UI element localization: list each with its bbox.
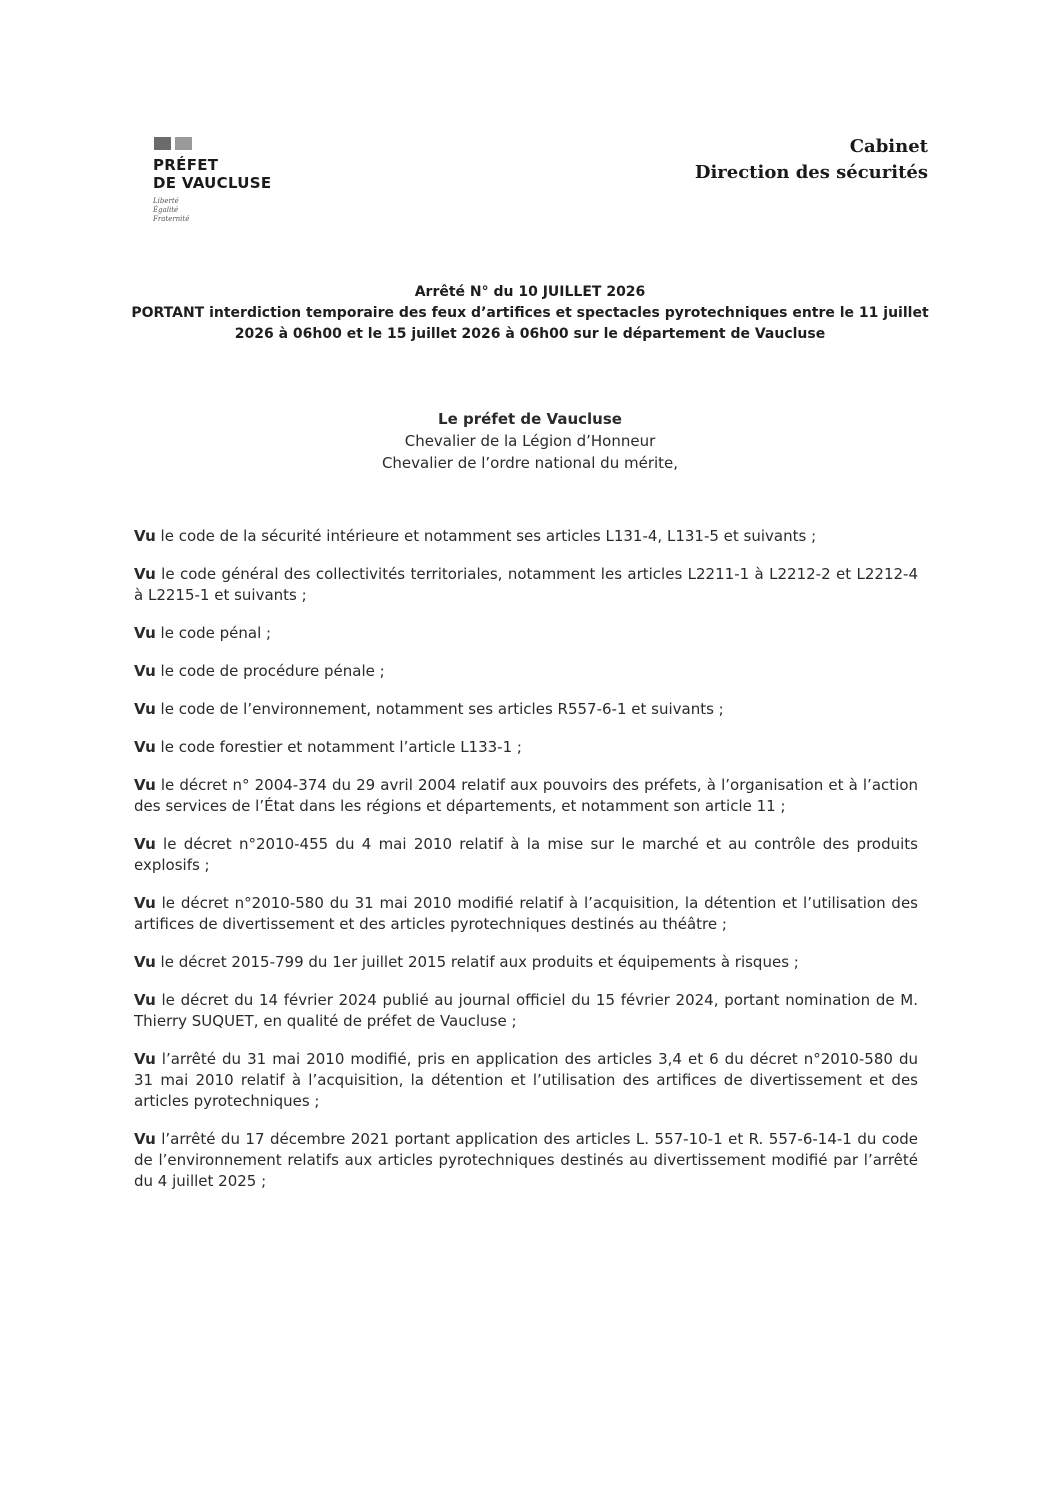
visa-text: le code de procédure pénale ;	[155, 662, 385, 680]
visa-keyword: Vu	[134, 953, 156, 971]
visa-keyword: Vu	[134, 738, 156, 756]
visa-item	[134, 623, 918, 644]
visa-text: le décret du 14 février 2024 publié au journal officiel du 15 février 2024, portant nomination de M. Thierry SUQUET, en qualité de préfet de Vaucluse ;	[134, 991, 918, 1030]
visa-keyword: Vu	[134, 1130, 156, 1148]
visa-item	[134, 990, 918, 1032]
visa-keyword: Vu	[134, 776, 156, 794]
authority-distinction-legion: Chevalier de la Légion d’Honneur	[404, 432, 656, 450]
visa-text: le décret n°2010-455 du 4 mai 2010 relatif à la mise sur le marché et au contrôle des produits explosifs ;	[134, 835, 918, 874]
visa-keyword: Vu	[134, 835, 156, 853]
visa-text: le code général des collectivités territoriales, notamment les articles L2211-1 à L2212-2 et L2212-4 à L2215-1 et suivants ;	[134, 565, 918, 604]
visa-item	[134, 952, 918, 973]
visa-text: le décret n° 2004-374 du 29 avril 2004 relatif aux pouvoirs des préfets, à l’organisation et à l’action des services de l’État dans les régions et départements, et notamment son article 11 ;	[134, 776, 918, 815]
visa-text: l’arrêté du 17 décembre 2021 portant application des articles L. 557-10-1 et R. 557-6-14-1 du code de l’environnement relatifs aux articles pyrotechniques destinés au divertissement modifié par l’arrêté du 4 juillet 2025 ;	[134, 1130, 918, 1190]
authority-name: Le préfet de Vaucluse	[438, 410, 622, 428]
republic-motto	[153, 197, 293, 224]
logo-line-prefet: PRÉFET	[153, 156, 219, 174]
decree-subject: PORTANT interdiction temporaire des feux d’artifices et spectacles pyrotechniques entre le 11 juillet 2026 à 06h00 et le 15 juillet 2026 à 06h00 sur le département de Vaucluse	[131, 305, 929, 342]
decree-number-date: Arrêté N° du 10 JUILLET 2026	[414, 284, 646, 300]
decree-title	[130, 282, 930, 345]
visa-keyword: Vu	[134, 1050, 156, 1068]
issuing-service	[695, 134, 928, 186]
visa-item	[134, 1049, 918, 1112]
service-direction: Direction des sécurités	[694, 162, 928, 183]
visa-keyword: Vu	[134, 624, 156, 642]
prefecture-logo	[153, 137, 293, 224]
visa-keyword: Vu	[134, 700, 156, 718]
visa-keyword: Vu	[134, 527, 156, 545]
visa-item	[134, 1129, 918, 1192]
visa-text: le décret 2015-799 du 1er juillet 2015 relatif aux produits et équipements à risques ;	[155, 953, 799, 971]
visa-text: le décret n°2010-580 du 31 mai 2010 modifié relatif à l’acquisition, la détention et l’utilisation des artifices de divertissement et des articles pyrotechniques destinés au théâtre ;	[134, 894, 918, 933]
marianne-flag-icon	[154, 137, 293, 150]
visa-text: l’arrêté du 31 mai 2010 modifié, pris en application des articles 3,4 et 6 du décret n°2010-580 du 31 mai 2010 relatif à l’acquisition, la détention et l’utilisation des artifices de divertissement et des articles pyrotechniques ;	[134, 1050, 918, 1110]
visa-item	[134, 526, 918, 547]
authority-distinction-merite: Chevalier de l’ordre national du mérite,	[381, 454, 679, 472]
visa-item	[134, 737, 918, 758]
visa-item	[134, 699, 918, 720]
visa-item	[134, 834, 918, 876]
visa-text: le code pénal ;	[155, 624, 272, 642]
visa-text: le code forestier et notamment l’article L133-1 ;	[155, 738, 522, 756]
signing-authority	[130, 408, 930, 474]
motto-egalite: Égalité	[153, 206, 179, 214]
motto-fraternite: Fraternité	[153, 215, 190, 223]
visa-item	[134, 564, 918, 606]
visa-item	[134, 661, 918, 682]
visa-keyword: Vu	[134, 565, 156, 583]
visa-text: le code de l’environnement, notamment ses articles R557-6-1 et suivants ;	[155, 700, 724, 718]
visa-item	[134, 893, 918, 935]
visa-keyword: Vu	[134, 991, 156, 1009]
visa-keyword: Vu	[134, 662, 156, 680]
visa-item	[134, 775, 918, 817]
visas-list	[134, 526, 918, 1209]
motto-liberte: Liberté	[153, 197, 179, 205]
logo-line-vaucluse: DE VAUCLUSE	[153, 174, 272, 192]
visa-text: le code de la sécurité intérieure et notamment ses articles L131-4, L131-5 et suivants ;	[155, 527, 817, 545]
visa-keyword: Vu	[134, 894, 156, 912]
service-cabinet: Cabinet	[849, 136, 928, 157]
